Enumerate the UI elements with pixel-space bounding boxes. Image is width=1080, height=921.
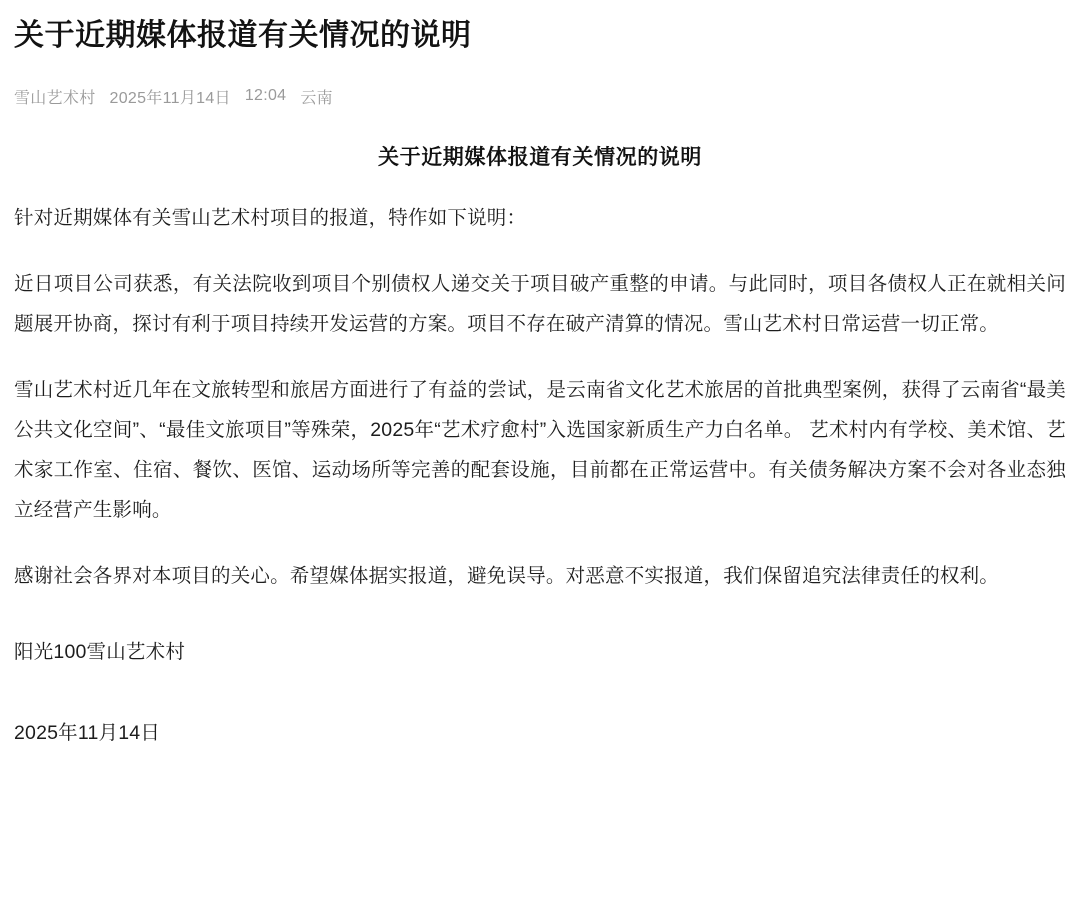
page-title: 关于近期媒体报道有关情况的说明 [14, 19, 472, 52]
signature: 阳光100雪山艺术村 [14, 640, 186, 663]
paragraph-4: 感谢社会各界对本项目的关心。希望媒体据实报道，避免误导。对恶意不实报道，我们保留追究法律责任的权利。 [14, 564, 1000, 587]
meta-date: 2025年11月14日 [109, 89, 231, 107]
paragraph-2: 近日项目公司获悉，有关法院收到项目个别债权人递交关于项目破产重整的申请。与此同时，项目各债权人正在就相关问题展开协商，探讨有利于项目持续开发运营的方案。项目不存在破产清算的情况。雪山艺术村日常运营一切正常。 [14, 272, 1066, 335]
paragraph-3: 雪山艺术村近几年在文旅转型和旅居方面进行了有益的尝试，是云南省文化艺术旅居的首批典型案例，获得了云南省“最美公共文化空间”、“最佳文旅项目”等殊荣，2025年“艺术疗愈村”入选国家新质生产力白名单。 艺术村内有学校、美术馆、艺术家工作室、住宿、餐饮、医馆、运动场所等完善的配套设施，目前都在正常运营中。有关债务解决方案不会对各业态独立经营产生影响。 [14, 378, 1066, 521]
meta-source[interactable]: 雪山艺术村 [14, 89, 96, 107]
signature-date: 2025年11月14日 [14, 721, 161, 744]
paragraph-1: 针对近期媒体有关雪山艺术村项目的报道，特作如下说明： [14, 207, 527, 229]
meta-time: 12:04 [244, 87, 287, 104]
article-body [14, 142, 1066, 753]
meta-location: 云南 [300, 89, 333, 107]
document-heading: 关于近期媒体报道有关情况的说明 [378, 145, 702, 169]
article-meta [14, 85, 1066, 108]
